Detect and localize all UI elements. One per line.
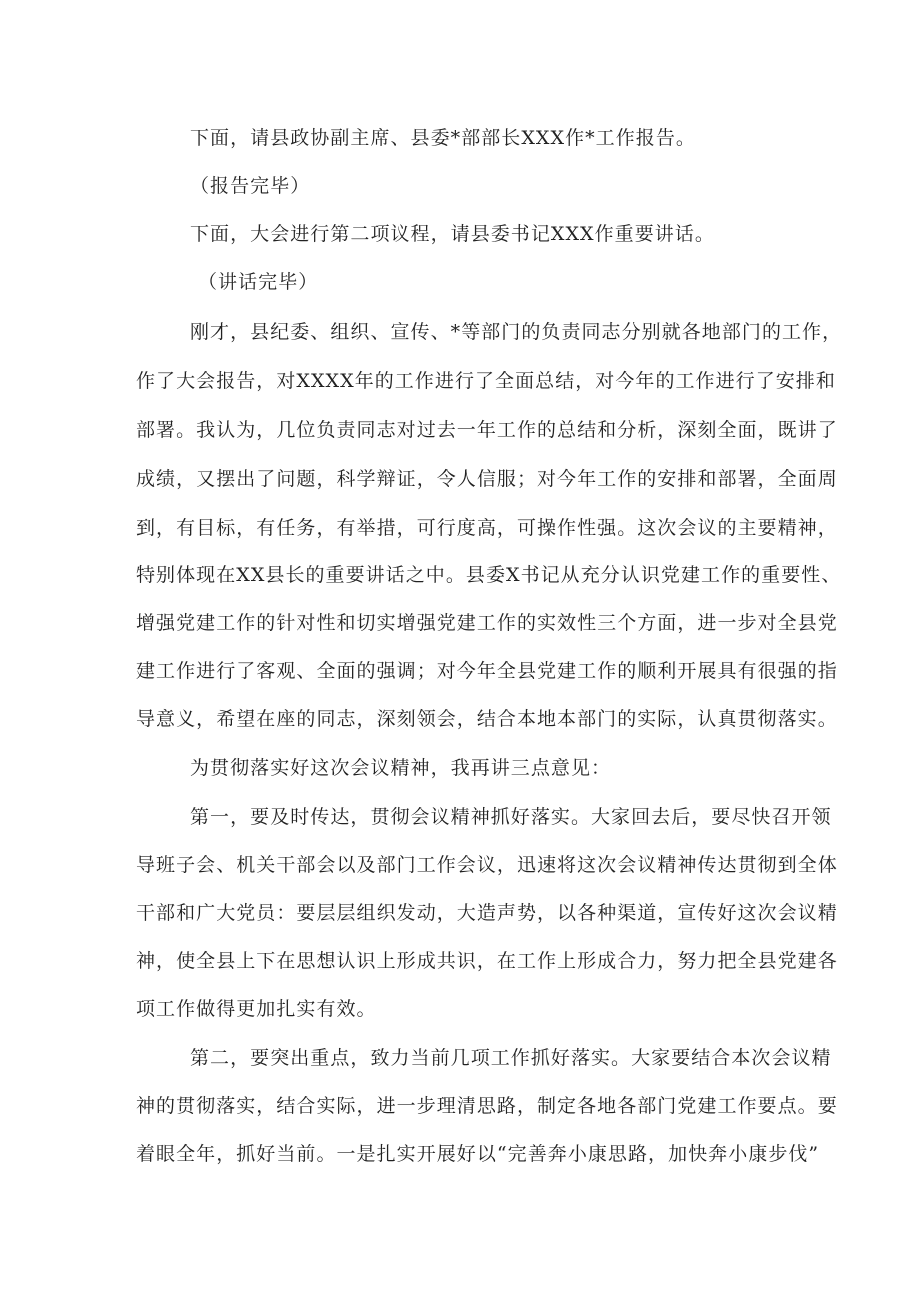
announcement-speech-line: 下面，大会进行第二项议程，请县委书记XXX作重要讲话。: [190, 223, 715, 245]
point2-line-1: 第二，要突出重点，致力当前几项工作抓好落实。大家要结合本次会议精: [190, 1047, 832, 1069]
point1-line-1: 第一，要及时传达，贯彻会议精神抓好落实。大家回去后，要尽快召开领: [190, 806, 832, 828]
point1-line-4: 神，使全县上下在思想认识上形成共识，在工作上形成合力，努力把全县党建各: [136, 950, 838, 972]
point2-line-3: 着眼全年，抓好当前。一是扎实开展好以“完善奔小康思路，加快奔小康步伐”: [136, 1143, 820, 1165]
three-points-intro: 为贯彻落实好这次会议精神，我再讲三点意见：: [190, 757, 612, 779]
report-finished-note: （报告完毕）: [190, 175, 311, 197]
point1-line-2: 导班子会、机关干部会以及部门工作会议，迅速将这次会议精神传达贯彻到全体: [136, 854, 838, 876]
point2-line-2: 神的贯彻落实，结合实际，进一步理清思路，制定各地各部门党建工作要点。要: [136, 1095, 838, 1117]
summary-line-8: 建工作进行了客观、全面的强调；对今年全县党建工作的顺利开展具有很强的指: [136, 660, 838, 682]
summary-line-9: 导意义，希望在座的同志，深刻领会，结合本地本部门的实际，认真贯彻落实。: [136, 708, 838, 730]
summary-line-2: 作了大会报告，对XXXX年的工作进行了全面总结，对今年的工作进行了安排和: [136, 370, 836, 392]
speech-finished-note: （讲话完毕）: [198, 271, 319, 293]
point1-line-3: 干部和广大党员：要层层组织发动，大造声势，以各种渠道，宣传好这次会议精: [136, 902, 838, 924]
summary-line-7: 增强党建工作的针对性和切实增强党建工作的实效性三个方面，进一步对全县党: [136, 612, 838, 634]
summary-line-4: 成绩，又摆出了问题，科学辩证，令人信服；对今年工作的安排和部署，全面周: [136, 468, 838, 490]
point1-line-5: 项工作做得更加扎实有效。: [136, 998, 377, 1020]
summary-line-5: 到，有目标，有任务，有举措，可行度高，可操作性强。这次会议的主要精神，: [136, 517, 838, 539]
summary-line-6: 特别体现在XX县长的重要讲话之中。县委X书记从充分认识党建工作的重要性、: [136, 564, 842, 586]
announcement-report-line: 下面，请县政协副主席、县委*部部长XXX作*工作报告。: [190, 127, 696, 149]
summary-line-1: 刚才，县纪委、组织、宣传、*等部门的负责同志分别就各地部门的工作，: [190, 321, 843, 343]
summary-line-3: 部署。我认为，几位负责同志对过去一年工作的总结和分析，深刻全面，既讲了: [136, 419, 838, 441]
